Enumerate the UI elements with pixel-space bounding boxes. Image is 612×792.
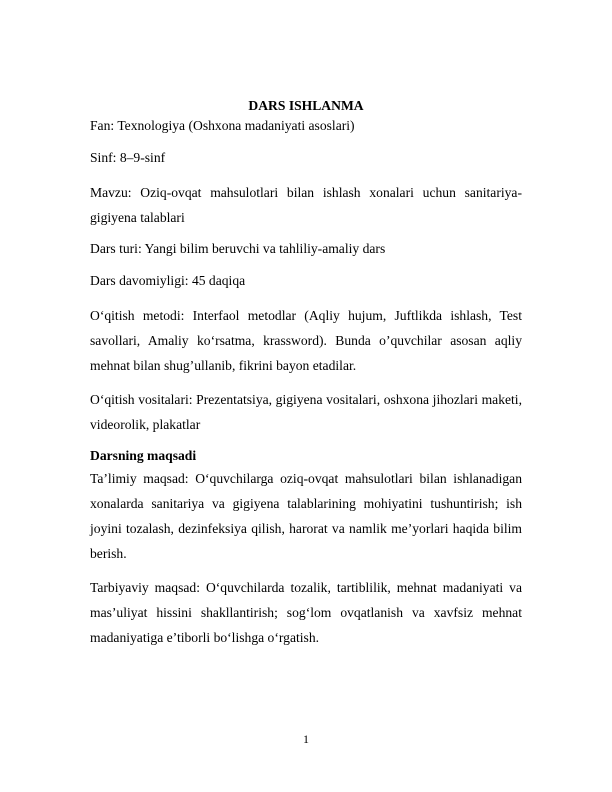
grade-line: Sinf: 8–9-sinf bbox=[90, 150, 166, 165]
document-body bbox=[90, 96, 522, 650]
subject-line: Fan: Texnologiya (Oshxona madaniyati asoslari) bbox=[90, 118, 355, 133]
duration-line: Dars davomiyligi: 45 daqiqa bbox=[90, 273, 246, 288]
teaching-method-paragraph: O‘qitish metodi: Interfaol metodlar (Aqliy hujum, Juftlikda ishlash, Test savollari, Amaliy ko‘rsatma, krassword). Bunda o’quvchilar asosan aqliy mehnat bilan shug’ullanib, fikrini bayon etadilar. bbox=[90, 308, 522, 373]
lesson-goal-heading: Darsning maqsadi bbox=[90, 448, 197, 463]
teaching-tools-paragraph: O‘qitish vositalari: Prezentatsiya, gigiyena vositalari, oshxona jihozlari maketi, videorolik, plakatlar bbox=[90, 392, 522, 432]
document-title: DARS ISHLANMA bbox=[248, 98, 364, 113]
educational-goal-paragraph: Ta’limiy maqsad: O‘quvchilarga oziq-ovqat mahsulotlari bilan ishlanadigan xonalarda sanitariya va gigiyena talablarining mohiyatini tushuntirish; ish joyini tozalash, dezinfeksiya qilish, harorat va namlik me’yorlari haqida bilim berish. bbox=[90, 471, 522, 561]
upbringing-goal-paragraph: Tarbiyaviy maqsad: O‘quvchilarda tozalik, tartiblilik, mehnat madaniyati va mas’uliyat hissini shakllantirish; sog‘lom ovqatlanish va xavfsiz mehnat madaniyatiga e’tiborli bo‘lishga o‘rgatish. bbox=[90, 580, 522, 645]
topic-paragraph: Mavzu: Oziq-ovqat mahsulotlari bilan ishlash xonalari uchun sanitariya-gigiyena talablari bbox=[90, 185, 522, 225]
lesson-type-line: Dars turi: Yangi bilim beruvchi va tahliliy-amaliy dars bbox=[90, 241, 386, 256]
page-number: 1 bbox=[303, 732, 309, 746]
